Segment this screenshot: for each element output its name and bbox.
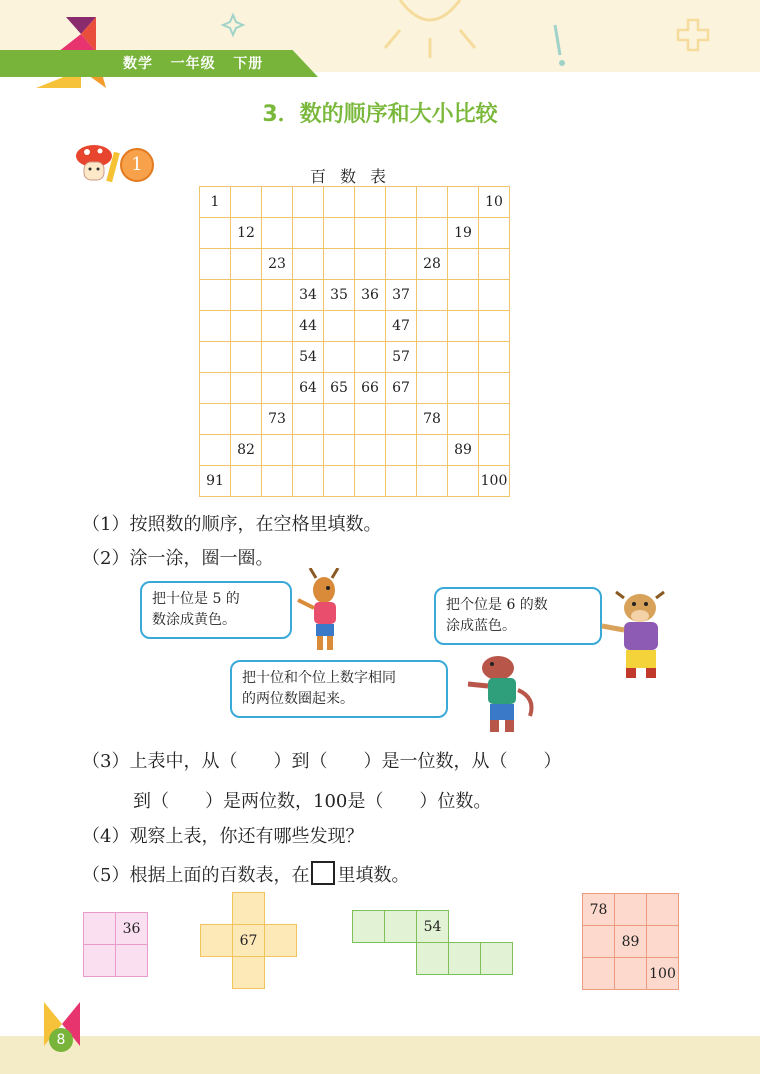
- puzzle-pink: [83, 912, 148, 977]
- puzzle-cell-given: 54: [417, 911, 449, 943]
- hundred-table-row: [200, 373, 510, 404]
- hundred-table-blank-cell[interactable]: [293, 404, 324, 435]
- hundred-table-blank-cell[interactable]: [324, 342, 355, 373]
- hundred-table-blank-cell[interactable]: [293, 249, 324, 280]
- hundred-table-blank-cell[interactable]: [200, 218, 231, 249]
- hundred-table-row: [200, 311, 510, 342]
- hundred-table-blank-cell[interactable]: [479, 311, 510, 342]
- hundred-table-blank-cell[interactable]: [479, 404, 510, 435]
- hundred-table-blank-cell[interactable]: [200, 373, 231, 404]
- hundred-table-blank-cell[interactable]: [231, 466, 262, 497]
- question-1: （1）按照数的顺序，在空格里填数。: [82, 514, 382, 535]
- bottom-band: [0, 1036, 760, 1074]
- hundred-table-blank-cell[interactable]: [386, 187, 417, 218]
- hundred-table-blank-cell[interactable]: [417, 218, 448, 249]
- hundred-table-blank-cell[interactable]: [324, 311, 355, 342]
- puzzle-blank: [353, 943, 385, 975]
- hundred-table-blank-cell[interactable]: [479, 249, 510, 280]
- hundred-table-blank-cell[interactable]: [417, 373, 448, 404]
- bubble-line: 把十位和个位上数字相同: [242, 670, 396, 686]
- hundred-table-blank-cell[interactable]: [386, 249, 417, 280]
- speech-bubble-yellow: [140, 581, 292, 639]
- question-5: [82, 861, 409, 887]
- hundred-table-cell: 1: [200, 187, 231, 218]
- hundred-table-blank-cell[interactable]: [479, 435, 510, 466]
- hundred-table-cell: 57: [386, 342, 417, 373]
- puzzle-cell[interactable]: [615, 958, 647, 990]
- hundred-table-cell: 19: [448, 218, 479, 249]
- puzzle-cell[interactable]: [583, 926, 615, 958]
- hundred-table-blank-cell[interactable]: [262, 466, 293, 497]
- puzzle-blank: [449, 911, 481, 943]
- page-number: 8: [49, 1028, 73, 1052]
- hundred-table-blank-cell[interactable]: [417, 311, 448, 342]
- puzzle-cell[interactable]: [481, 943, 513, 975]
- puzzle-orange: [582, 893, 679, 990]
- hundred-table-blank-cell[interactable]: [386, 435, 417, 466]
- hundred-table-blank-cell[interactable]: [355, 342, 386, 373]
- hundred-table-blank-cell[interactable]: [355, 218, 386, 249]
- hundred-table-cell: 37: [386, 280, 417, 311]
- hundred-table-cell: 35: [324, 280, 355, 311]
- hundred-table-row: [200, 466, 510, 497]
- puzzle-cell[interactable]: [84, 945, 116, 977]
- puzzle-cell-given: 36: [116, 913, 148, 945]
- hundred-table-blank-cell[interactable]: [386, 404, 417, 435]
- hundred-table-blank-cell[interactable]: [479, 342, 510, 373]
- speech-bubble-circle: [230, 660, 448, 718]
- puzzle-cell-given: 67: [233, 925, 265, 957]
- question-4: （4）观察上表，你还有哪些发现？: [82, 826, 364, 847]
- hundred-table-row: [200, 249, 510, 280]
- puzzle-cell[interactable]: [615, 894, 647, 926]
- hundred-table-blank-cell[interactable]: [231, 249, 262, 280]
- horse-cartoon-icon: [460, 650, 544, 736]
- hundred-table-cell: 65: [324, 373, 355, 404]
- hundred-table-cell: 34: [293, 280, 324, 311]
- hundred-table-cell: 89: [448, 435, 479, 466]
- bubble-line: 涂成蓝色。: [446, 618, 516, 634]
- puzzle-cell[interactable]: [233, 957, 265, 989]
- deer-cartoon-icon: [292, 568, 352, 654]
- hundred-table-blank-cell[interactable]: [231, 373, 262, 404]
- hundred-table-blank-cell[interactable]: [262, 218, 293, 249]
- hundred-table-blank-cell[interactable]: [262, 342, 293, 373]
- hundred-table-blank-cell[interactable]: [355, 311, 386, 342]
- puzzle-cell-given: 100: [647, 958, 679, 990]
- hundred-table-blank-cell[interactable]: [293, 435, 324, 466]
- book-title: 数学 一年级 下册: [123, 56, 264, 72]
- hundred-table-cell: 100: [479, 466, 510, 497]
- hundred-table-blank-cell[interactable]: [200, 249, 231, 280]
- bubble-line: 把个位是 6 的数: [446, 597, 548, 613]
- puzzle-green: [352, 910, 513, 975]
- puzzle-blank: [265, 893, 297, 925]
- hundred-table-blank-cell[interactable]: [448, 249, 479, 280]
- hundred-table-blank-cell[interactable]: [324, 249, 355, 280]
- hundred-table-blank-cell[interactable]: [448, 342, 479, 373]
- star-doodle-icon: [218, 10, 248, 40]
- puzzle-cell[interactable]: [385, 911, 417, 943]
- hundred-table-blank-cell[interactable]: [479, 373, 510, 404]
- hundred-table-cell: 66: [355, 373, 386, 404]
- puzzle-cell[interactable]: [449, 943, 481, 975]
- hundred-table-blank-cell[interactable]: [324, 187, 355, 218]
- hundred-table-cell: 73: [262, 404, 293, 435]
- question-5-text-end: 里填数。: [337, 865, 410, 886]
- hundred-table-blank-cell[interactable]: [324, 435, 355, 466]
- puzzle-cell[interactable]: [201, 925, 233, 957]
- hundred-table: [199, 186, 510, 497]
- hundred-table-row: [200, 435, 510, 466]
- hundred-table-blank-cell[interactable]: [355, 466, 386, 497]
- hundred-table-blank-cell[interactable]: [355, 435, 386, 466]
- hundred-table-blank-cell[interactable]: [200, 342, 231, 373]
- puzzle-cell[interactable]: [417, 943, 449, 975]
- bubble-line: 把十位是 5 的: [152, 591, 240, 607]
- puzzle-cell[interactable]: [233, 893, 265, 925]
- hundred-table-blank-cell[interactable]: [448, 187, 479, 218]
- sun-doodle-icon: [360, 0, 760, 70]
- hundred-table-blank-cell[interactable]: [417, 187, 448, 218]
- puzzle-blank: [385, 943, 417, 975]
- hundred-table-cell: 28: [417, 249, 448, 280]
- puzzle-cell[interactable]: [647, 926, 679, 958]
- puzzle-cell[interactable]: [265, 925, 297, 957]
- question-3-line-2: 到（ ）是两位数，100是（ ）位数。: [133, 791, 492, 812]
- hundred-table-blank-cell[interactable]: [417, 466, 448, 497]
- lesson-title: 3．数的顺序和大小比较: [262, 102, 498, 127]
- bubble-line: 数涂成黄色。: [152, 612, 236, 628]
- puzzle-cell-given: 89: [615, 926, 647, 958]
- exercise-number-badge: 1: [120, 148, 154, 182]
- puzzle-blank: [201, 957, 233, 989]
- hundred-table-cell: 12: [231, 218, 262, 249]
- hundred-table-blank-cell[interactable]: [262, 187, 293, 218]
- hundred-table-blank-cell[interactable]: [324, 404, 355, 435]
- hundred-table-cell: 67: [386, 373, 417, 404]
- puzzle-cell[interactable]: [583, 958, 615, 990]
- hundred-table-row: [200, 342, 510, 373]
- hundred-table-blank-cell[interactable]: [324, 218, 355, 249]
- puzzle-blank: [201, 893, 233, 925]
- answer-box-icon: [311, 861, 335, 885]
- hundred-table-blank-cell[interactable]: [355, 187, 386, 218]
- question-5-text: （5）根据上面的百数表，在: [82, 865, 310, 886]
- hundred-table-blank-cell[interactable]: [386, 466, 417, 497]
- hundred-table-blank-cell[interactable]: [200, 311, 231, 342]
- hundred-table-blank-cell[interactable]: [479, 218, 510, 249]
- hundred-table-cell: 78: [417, 404, 448, 435]
- hundred-table-blank-cell[interactable]: [417, 435, 448, 466]
- hundred-table-row: [200, 218, 510, 249]
- hundred-table-blank-cell[interactable]: [262, 435, 293, 466]
- hundred-table-cell: 44: [293, 311, 324, 342]
- cow-cartoon-icon: [594, 586, 674, 686]
- hundred-table-row: [200, 187, 510, 218]
- hundred-table-cell: 10: [479, 187, 510, 218]
- hundred-table-blank-cell[interactable]: [293, 187, 324, 218]
- hundred-table-cell: 23: [262, 249, 293, 280]
- hundred-table-blank-cell[interactable]: [231, 404, 262, 435]
- hundred-table-blank-cell[interactable]: [355, 404, 386, 435]
- hundred-table-cell: 36: [355, 280, 386, 311]
- hundred-table-blank-cell[interactable]: [231, 280, 262, 311]
- hundred-table-blank-cell[interactable]: [448, 373, 479, 404]
- hundred-table-blank-cell[interactable]: [448, 466, 479, 497]
- puzzle-cell[interactable]: [84, 913, 116, 945]
- hundred-table-blank-cell[interactable]: [231, 311, 262, 342]
- hundred-table-blank-cell[interactable]: [231, 187, 262, 218]
- mushroom-pencil-icon: [72, 142, 124, 188]
- question-2: （2）涂一涂，圈一圈。: [82, 548, 274, 569]
- puzzle-blank: [481, 911, 513, 943]
- hundred-table-row: [200, 404, 510, 435]
- hundred-table-cell: 82: [231, 435, 262, 466]
- hundred-table-blank-cell[interactable]: [200, 280, 231, 311]
- hundred-table-blank-cell[interactable]: [231, 342, 262, 373]
- hundred-table-blank-cell[interactable]: [448, 311, 479, 342]
- hundred-table-blank-cell[interactable]: [293, 218, 324, 249]
- hundred-table-blank-cell[interactable]: [200, 404, 231, 435]
- hundred-table-title: 百数表: [309, 167, 400, 186]
- hundred-table-cell: 64: [293, 373, 324, 404]
- hundred-table-blank-cell[interactable]: [262, 373, 293, 404]
- puzzle-yellow: [200, 892, 297, 989]
- hundred-table-blank-cell[interactable]: [293, 466, 324, 497]
- hundred-table-blank-cell[interactable]: [262, 311, 293, 342]
- hundred-table-blank-cell[interactable]: [448, 280, 479, 311]
- hundred-table-blank-cell[interactable]: [479, 280, 510, 311]
- speech-bubble-blue: [434, 587, 602, 645]
- hundred-table-blank-cell[interactable]: [324, 466, 355, 497]
- puzzle-cell[interactable]: [116, 945, 148, 977]
- hundred-table-blank-cell[interactable]: [355, 249, 386, 280]
- puzzle-cell[interactable]: [647, 894, 679, 926]
- bubble-line: 的两位数圈起来。: [242, 691, 354, 707]
- hundred-table-row: [200, 280, 510, 311]
- hundred-table-blank-cell[interactable]: [200, 435, 231, 466]
- hundred-table-cell: 47: [386, 311, 417, 342]
- hundred-table-blank-cell[interactable]: [417, 280, 448, 311]
- puzzle-cell-given: 78: [583, 894, 615, 926]
- puzzle-cell[interactable]: [353, 911, 385, 943]
- hundred-table-blank-cell[interactable]: [262, 280, 293, 311]
- puzzle-blank: [265, 957, 297, 989]
- hundred-table-cell: 54: [293, 342, 324, 373]
- question-3-line-1: （3）上表中，从（ ）到（ ）是一位数，从（ ）: [82, 751, 562, 772]
- hundred-table-cell: 91: [200, 466, 231, 497]
- hundred-table-blank-cell[interactable]: [417, 342, 448, 373]
- hundred-table-blank-cell[interactable]: [448, 404, 479, 435]
- hundred-table-blank-cell[interactable]: [386, 218, 417, 249]
